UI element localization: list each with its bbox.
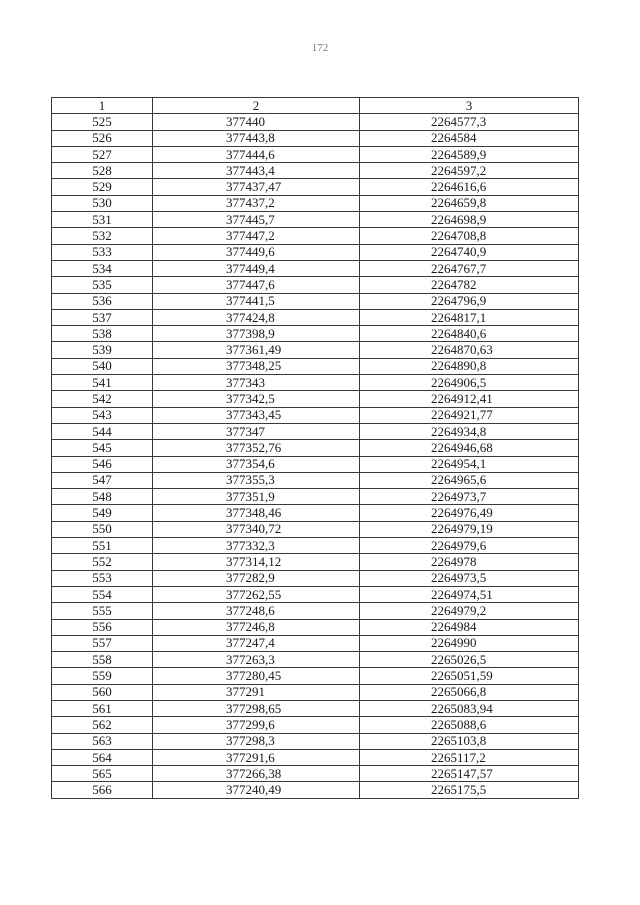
point-number-cell: 552: [52, 554, 153, 570]
coordinate-x-cell: 377343: [153, 375, 360, 391]
coordinate-y-cell: 2264890,8: [360, 358, 579, 374]
coordinate-x-cell: 377266,38: [153, 766, 360, 782]
coordinate-x-cell: 377348,46: [153, 505, 360, 521]
point-number-cell: 549: [52, 505, 153, 521]
page-number: 172: [311, 42, 329, 54]
coordinate-x-cell: 377437,47: [153, 179, 360, 195]
coordinate-x-cell: 377444,6: [153, 146, 360, 162]
table-row: [52, 342, 579, 358]
point-number-cell: 543: [52, 407, 153, 423]
coordinate-y-cell: 2264698,9: [360, 212, 579, 228]
coordinate-y-cell: 2264978: [360, 554, 579, 570]
coordinate-x-cell: 377355,3: [153, 472, 360, 488]
point-number-cell: 529: [52, 179, 153, 195]
point-number-cell: 551: [52, 538, 153, 554]
coordinate-y-cell: 2264796,9: [360, 293, 579, 309]
table-row: [52, 554, 579, 570]
point-number-cell: 556: [52, 619, 153, 635]
coordinate-y-cell: 2264921,77: [360, 407, 579, 423]
coordinate-x-cell: 377298,65: [153, 700, 360, 716]
coordinate-x-cell: 377262,55: [153, 586, 360, 602]
point-number-cell: 544: [52, 423, 153, 439]
point-number-cell: 535: [52, 277, 153, 293]
coordinate-y-cell: 2265175,5: [360, 782, 579, 798]
table-row: [52, 293, 579, 309]
point-number-cell: 534: [52, 260, 153, 276]
table-row: [52, 375, 579, 391]
coordinate-x-cell: 377443,4: [153, 163, 360, 179]
table-row: [52, 489, 579, 505]
table-row: [52, 652, 579, 668]
table-row: [52, 521, 579, 537]
table-row: [52, 114, 579, 130]
point-number-cell: 533: [52, 244, 153, 260]
coordinate-y-cell: 2264584: [360, 130, 579, 146]
coordinate-y-cell: 2264782: [360, 277, 579, 293]
coordinate-x-cell: 377361,49: [153, 342, 360, 358]
table-row: [52, 163, 579, 179]
coordinate-y-cell: 2265083,94: [360, 700, 579, 716]
coordinate-y-cell: 2265117,2: [360, 749, 579, 765]
point-number-cell: 539: [52, 342, 153, 358]
coordinate-y-cell: 2265088,6: [360, 717, 579, 733]
coordinate-x-cell: 377298,3: [153, 733, 360, 749]
table-row: [52, 766, 579, 782]
point-number-cell: 538: [52, 326, 153, 342]
coordinate-y-cell: 2264954,1: [360, 456, 579, 472]
table-row: [52, 505, 579, 521]
column-header-3: 3: [360, 98, 579, 114]
coordinate-y-cell: 2264976,49: [360, 505, 579, 521]
coordinate-x-cell: 377398,9: [153, 326, 360, 342]
point-number-cell: 558: [52, 652, 153, 668]
coordinate-x-cell: 377332,3: [153, 538, 360, 554]
point-number-cell: 525: [52, 114, 153, 130]
table-row: [52, 407, 579, 423]
coordinate-x-cell: 377447,2: [153, 228, 360, 244]
coordinate-y-cell: 2264973,7: [360, 489, 579, 505]
point-number-cell: 546: [52, 456, 153, 472]
coordinate-y-cell: 2264990: [360, 635, 579, 651]
column-header-1: 1: [52, 98, 153, 114]
table-row: [52, 749, 579, 765]
point-number-cell: 541: [52, 375, 153, 391]
coordinates-table: [51, 97, 579, 799]
table-row: [52, 146, 579, 162]
coordinate-x-cell: 377445,7: [153, 212, 360, 228]
coordinate-x-cell: 377247,4: [153, 635, 360, 651]
coordinate-x-cell: 377342,5: [153, 391, 360, 407]
coordinate-x-cell: 377351,9: [153, 489, 360, 505]
point-number-cell: 548: [52, 489, 153, 505]
point-number-cell: 562: [52, 717, 153, 733]
table-row: [52, 782, 579, 798]
point-number-cell: 547: [52, 472, 153, 488]
point-number-cell: 557: [52, 635, 153, 651]
coordinate-x-cell: 377248,6: [153, 603, 360, 619]
coordinate-x-cell: 377352,76: [153, 440, 360, 456]
point-number-cell: 553: [52, 570, 153, 586]
coordinate-x-cell: 377246,8: [153, 619, 360, 635]
table-row: [52, 260, 579, 276]
coordinate-x-cell: 377282,9: [153, 570, 360, 586]
table-row: [52, 244, 579, 260]
coordinate-x-cell: 377314,12: [153, 554, 360, 570]
coordinate-y-cell: 2264817,1: [360, 309, 579, 325]
coordinate-y-cell: 2264946,68: [360, 440, 579, 456]
coordinate-x-cell: 377354,6: [153, 456, 360, 472]
column-header-2: 2: [153, 98, 360, 114]
table-row: [52, 423, 579, 439]
coordinate-y-cell: 2264934,8: [360, 423, 579, 439]
coordinate-y-cell: 2264708,8: [360, 228, 579, 244]
coordinate-x-cell: 377348,25: [153, 358, 360, 374]
point-number-cell: 527: [52, 146, 153, 162]
coordinate-x-cell: 377291: [153, 684, 360, 700]
table-row: [52, 456, 579, 472]
coordinate-x-cell: 377443,8: [153, 130, 360, 146]
coordinate-x-cell: 377440: [153, 114, 360, 130]
coordinate-y-cell: 2264840,6: [360, 326, 579, 342]
coordinate-x-cell: 377299,6: [153, 717, 360, 733]
coordinate-x-cell: 377449,6: [153, 244, 360, 260]
coordinate-y-cell: 2264979,19: [360, 521, 579, 537]
coordinate-x-cell: 377291,6: [153, 749, 360, 765]
coordinate-x-cell: 377449,4: [153, 260, 360, 276]
table-row: [52, 635, 579, 651]
table-row: [52, 228, 579, 244]
point-number-cell: 559: [52, 668, 153, 684]
coordinate-y-cell: 2265051,59: [360, 668, 579, 684]
point-number-cell: 566: [52, 782, 153, 798]
coordinate-x-cell: 377441,5: [153, 293, 360, 309]
point-number-cell: 554: [52, 586, 153, 602]
coordinate-y-cell: 2265103,8: [360, 733, 579, 749]
point-number-cell: 561: [52, 700, 153, 716]
coordinate-x-cell: 377240,49: [153, 782, 360, 798]
coordinate-y-cell: 2264577,3: [360, 114, 579, 130]
coordinate-x-cell: 377340,72: [153, 521, 360, 537]
coordinate-x-cell: 377343,45: [153, 407, 360, 423]
table-row: [52, 700, 579, 716]
table-row: [52, 179, 579, 195]
coordinate-y-cell: 2264979,6: [360, 538, 579, 554]
table-row: [52, 472, 579, 488]
point-number-cell: 563: [52, 733, 153, 749]
table-row: [52, 195, 579, 211]
point-number-cell: 526: [52, 130, 153, 146]
coordinate-y-cell: 2265147,57: [360, 766, 579, 782]
point-number-cell: 537: [52, 309, 153, 325]
coordinate-y-cell: 2264984: [360, 619, 579, 635]
coordinate-y-cell: 2265066,8: [360, 684, 579, 700]
table-row: [52, 326, 579, 342]
coordinate-y-cell: 2264597,2: [360, 163, 579, 179]
coordinate-x-cell: 377263,3: [153, 652, 360, 668]
coordinate-y-cell: 2264974,51: [360, 586, 579, 602]
table-row: [52, 586, 579, 602]
coordinate-y-cell: 2264912,41: [360, 391, 579, 407]
table-row: [52, 391, 579, 407]
table-row: [52, 603, 579, 619]
point-number-cell: 536: [52, 293, 153, 309]
table-row: [52, 717, 579, 733]
coordinate-y-cell: 2264973,5: [360, 570, 579, 586]
coordinate-y-cell: 2264870,63: [360, 342, 579, 358]
table-row: [52, 619, 579, 635]
point-number-cell: 550: [52, 521, 153, 537]
table-row: [52, 570, 579, 586]
point-number-cell: 545: [52, 440, 153, 456]
table-row: [52, 309, 579, 325]
table-row: [52, 733, 579, 749]
coordinate-y-cell: 2264589,9: [360, 146, 579, 162]
table-row: [52, 212, 579, 228]
coordinate-x-cell: 377280,45: [153, 668, 360, 684]
point-number-cell: 565: [52, 766, 153, 782]
point-number-cell: 560: [52, 684, 153, 700]
point-number-cell: 540: [52, 358, 153, 374]
coordinate-y-cell: 2264767,7: [360, 260, 579, 276]
table-row: [52, 440, 579, 456]
coordinate-y-cell: 2264906,5: [360, 375, 579, 391]
point-number-cell: 564: [52, 749, 153, 765]
point-number-cell: 528: [52, 163, 153, 179]
table-row: [52, 358, 579, 374]
table-body: [52, 114, 579, 798]
coordinate-y-cell: 2265026,5: [360, 652, 579, 668]
coordinate-y-cell: 2264965,6: [360, 472, 579, 488]
coordinate-x-cell: 377347: [153, 423, 360, 439]
point-number-cell: 532: [52, 228, 153, 244]
coordinate-y-cell: 2264659,8: [360, 195, 579, 211]
table-row: [52, 277, 579, 293]
table-row: [52, 668, 579, 684]
coordinate-y-cell: 2264740,9: [360, 244, 579, 260]
coordinate-x-cell: 377447,6: [153, 277, 360, 293]
point-number-cell: 531: [52, 212, 153, 228]
coordinate-y-cell: 2264616,6: [360, 179, 579, 195]
point-number-cell: 530: [52, 195, 153, 211]
coordinate-y-cell: 2264979,2: [360, 603, 579, 619]
coordinate-x-cell: 377424,8: [153, 309, 360, 325]
table-row: [52, 130, 579, 146]
point-number-cell: 542: [52, 391, 153, 407]
table-row: [52, 538, 579, 554]
table-header-row: [52, 98, 579, 114]
point-number-cell: 555: [52, 603, 153, 619]
table-row: [52, 684, 579, 700]
coordinate-x-cell: 377437,2: [153, 195, 360, 211]
